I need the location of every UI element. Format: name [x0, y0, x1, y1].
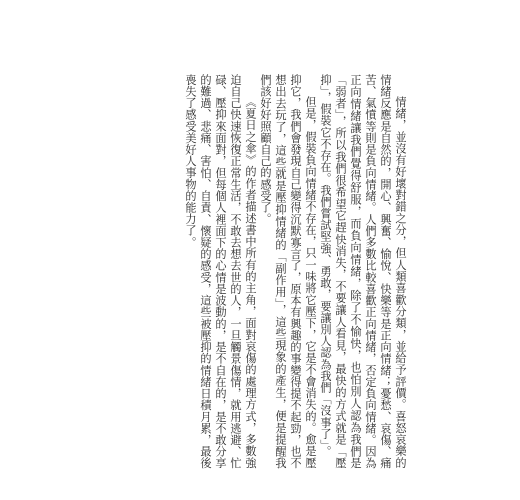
paragraph-3: 《夏日之傘》的作者描述書中所有的主角，面對哀傷的處理方式，多數強迫自己快速恢復正常生活，不敢去想去世的人，一旦觸景傷情，就用逃避、忙碌、壓抑來面對，但每個人裡面下的心情是波動的，是不自在的，是不敢分享的難過、悲痛、害怕、自責、懷疑的感受，這些被壓抑的情緒日積月累，最後喪失了感受美好人事物的能力了。 [184, 74, 257, 469]
vertical-text-body [108, 74, 408, 469]
paragraph-2: 但是，假裝負向情緒不存在，只一味將它壓下，它是不會消失的。愈是壓抑它，我們會發現自己變得沉默寡言了，原本有興趣的事變得提不起勁，也不想出去玩了，這些就是壓抑情緒的「副作用」，這些現象的產生，便是提醒我們該好好照顧自己的感受了。 [259, 74, 317, 469]
paragraph-1: 情緒，並沒有好壞對錯之分，但人類喜歡分類，並給予評價。喜怒哀樂的情緒反應是自然的，開心、興奮、愉悅、快樂等是正向情緒；憂愁、哀傷、痛苦、氣憤等則是負向情緒。人們多數比較喜歡正向情緒，否定負向情緒。因為正向情緒讓我們覺得舒服，而負向情緒，除了不愉快，也怕別人認為我們是「弱者」，所以我們很希望它趕快消失，不要讓人看見，最快的方式就是「壓抑」，假裝它不存在。我們嘗試堅強、勇敢，要讓別人認為我們「沒事了」。 [319, 74, 407, 469]
